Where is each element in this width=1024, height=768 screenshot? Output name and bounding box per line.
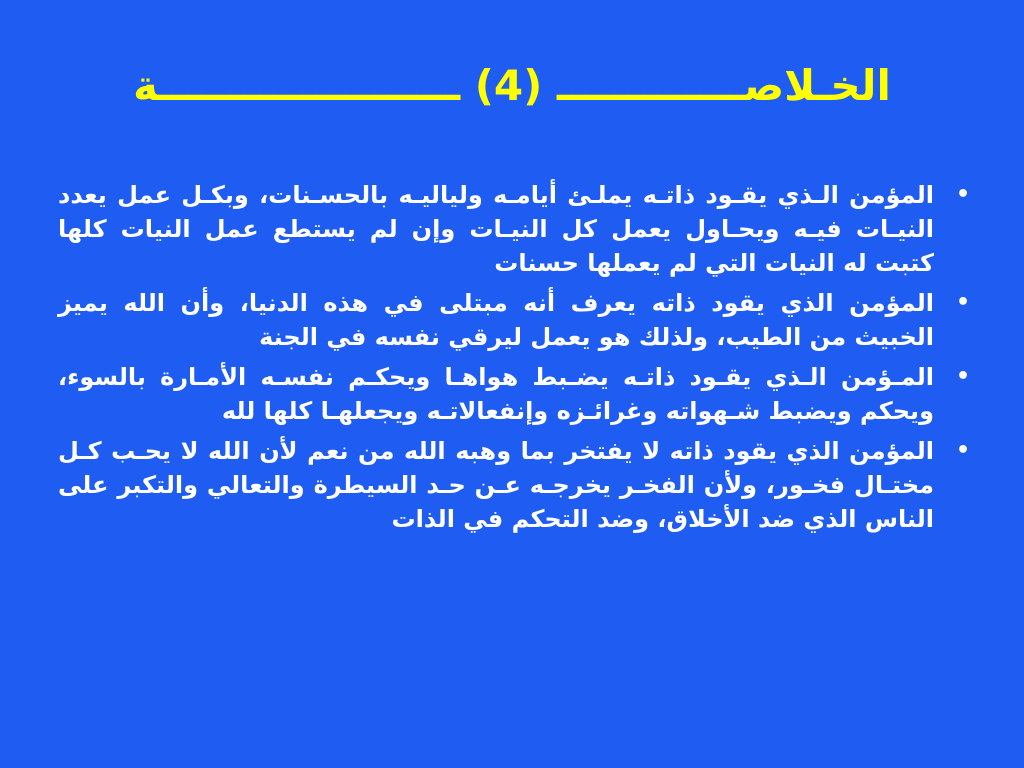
bullet-item [58, 178, 970, 280]
bullet-icon: • [955, 290, 970, 315]
bullet-icon: • [955, 182, 970, 207]
bullet-text: المـؤمن الـذي يقـود ذاتـه يضـبط هواهـا ويحكـم نفسـه الأمـارة بالسوء، ويحكم ويضبط شـهواته وغرائـزه وإنفعالاتـه ويجعلهـا كلها لله [58, 363, 934, 425]
bullet-list [58, 178, 970, 542]
bullet-text: المؤمن الذي يقود ذاته يعرف أنه مبتلى في هذه الدنيا، وأن الله يميز الخبيث من الطيب، ولذلك هو يعمل ليرقي نفسه في الجنة [58, 289, 934, 351]
bullet-item [58, 286, 970, 354]
bullet-item [58, 434, 970, 536]
bullet-icon: • [955, 364, 970, 389]
bullet-item [58, 360, 970, 428]
bullet-text: المؤمن الـذي يقـود ذاتـه يملـئ أيامـه ولياليـه بالحسـنات، وبكـل عمل يعدد النيـات فيـه ويحـاول يعمل كل النيـات وإن لم يستطع عمل النيات كلها كتبت له النيات التي لم يعملها حسنات [58, 181, 934, 277]
bullet-text: المؤمن الذي يقود ذاته لا يفتخر بما وهبه الله من نعم لأن الله لا يحـب كـل مختـال فخـور، ولأن الفخـر يخرجـه عـن حـد السيطرة والتعالي والتكبر على الناس الذي ضد الأخلاق، وضد التحكم في الذات [58, 437, 934, 533]
slide-title: الخـلاصـــــــــــــ (4) ـــــــــــــــــــــة [133, 61, 891, 110]
bullet-icon: • [955, 438, 970, 463]
